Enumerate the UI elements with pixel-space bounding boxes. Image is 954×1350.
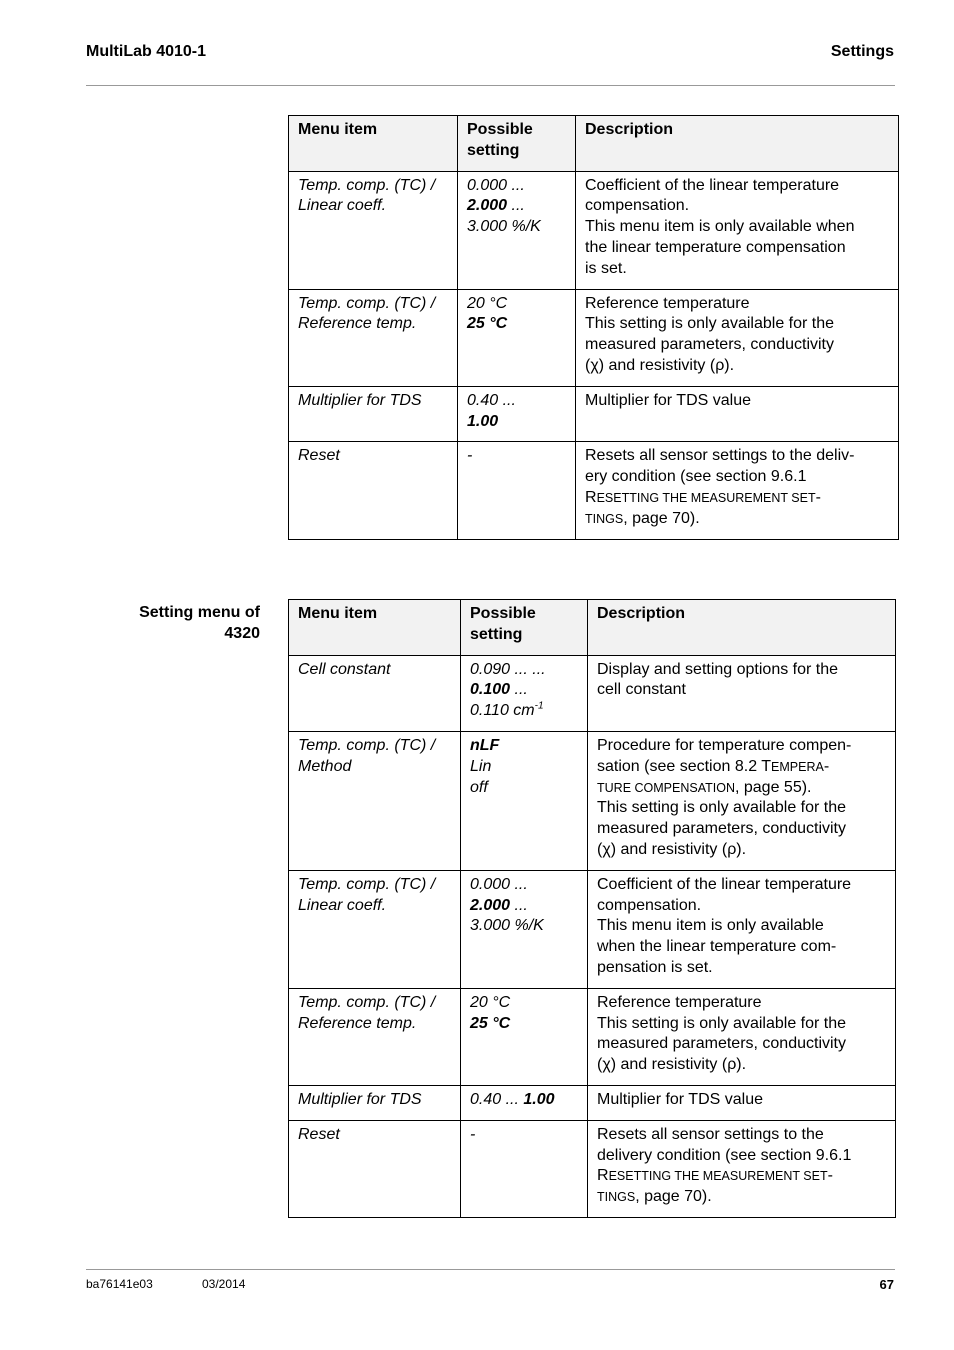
table-row: [289, 655, 896, 731]
description-line: [585, 509, 889, 530]
description-text: -: [823, 757, 830, 775]
column-header: [458, 116, 576, 172]
column-header-line: Menu item: [298, 121, 378, 138]
settings-table-4320: [288, 599, 896, 1218]
cross-reference: TURE COMPENSATION: [597, 780, 735, 795]
cross-reference: ESETTING THE MEASUREMENT SET: [608, 1169, 828, 1184]
setting-line: [470, 660, 578, 681]
document-title: MultiLab 4010-1: [86, 43, 207, 60]
default-setting: 1.00: [523, 1090, 555, 1108]
setting-text: 20 °C: [467, 294, 508, 312]
description-line: This menu item is only available: [597, 917, 824, 935]
setting-line: [470, 778, 578, 799]
possible-setting-cell: [461, 1120, 588, 1217]
description-line: Display and setting options for the: [597, 660, 839, 678]
cross-reference: ESETTING THE MEASUREMENT SET: [596, 490, 816, 505]
table-header-row: [289, 600, 896, 656]
setting-line: [470, 993, 578, 1014]
possible-setting-cell: [458, 386, 576, 442]
menu-item-cell: [289, 171, 458, 289]
description-text: -: [827, 1167, 833, 1185]
description-line: measured parameters, conductivity: [585, 336, 834, 354]
cross-reference: EMPERA: [771, 759, 824, 774]
description-text: , page 55).: [734, 778, 812, 796]
description-line: [597, 1187, 886, 1208]
setting-text: 0.40 ...: [467, 391, 516, 409]
description-line: This setting is only available for the: [585, 315, 835, 333]
default-setting: 1.00: [467, 412, 499, 430]
setting-text: off: [470, 778, 488, 796]
column-header-line: Menu item: [298, 605, 378, 622]
setting-text: 0.40 ...: [470, 1090, 524, 1108]
possible-setting-cell: [458, 171, 576, 289]
menu-item-cell: [289, 1085, 461, 1120]
cross-reference: TINGS: [585, 511, 624, 526]
setting-line: [470, 680, 578, 701]
description-text: , page 70).: [635, 1188, 712, 1206]
menu-item-line: Linear coeff.: [298, 896, 387, 914]
document-date: 03/2014: [202, 1277, 246, 1291]
setting-text: 0.110 cm: [470, 702, 535, 720]
description-text: R: [597, 1167, 609, 1185]
menu-item-line: Reset: [298, 447, 340, 465]
cross-reference: TINGS: [597, 1190, 636, 1205]
default-setting: 25 °C: [470, 1014, 511, 1032]
description-line: (χ) and resistivity (ρ).: [597, 1056, 747, 1074]
menu-item-cell: [289, 655, 461, 731]
description-line: measured parameters, conductivity: [597, 820, 846, 838]
setting-line: [467, 294, 566, 315]
description-line: pensation is set.: [597, 958, 713, 976]
setting-line: [470, 875, 578, 896]
description-text: sation (see section 8.2 T: [597, 757, 772, 775]
setting-line: [467, 391, 566, 412]
possible-setting-cell: [461, 870, 588, 988]
description-line: when the linear temperature com-: [597, 938, 837, 956]
setting-text: 0.090 ... ...: [470, 660, 546, 678]
possible-setting-cell: [461, 655, 588, 731]
setting-line: [467, 446, 566, 467]
setting-text: -: [467, 447, 473, 465]
description-line: the linear temperature compensation: [585, 238, 846, 256]
setting-line: [470, 757, 578, 778]
description-line: Procedure for temperature compen-: [597, 736, 852, 754]
description-line: compensation.: [585, 197, 690, 215]
table-row: [289, 289, 899, 386]
description-text: R: [585, 488, 597, 506]
description-cell: [588, 731, 896, 870]
menu-item-line: Multiplier for TDS: [298, 391, 422, 409]
description-line: [597, 757, 886, 778]
setting-text: Lin: [470, 757, 492, 775]
description-line: measured parameters, conductivity: [597, 1035, 846, 1053]
menu-item-line: Cell constant: [298, 660, 391, 678]
table-row: [289, 870, 896, 988]
menu-item-cell: [289, 442, 458, 539]
description-line: Coefficient of the linear temperature: [597, 875, 852, 893]
document-id: ba76141e03: [86, 1277, 153, 1291]
description-line: Resets all sensor settings to the: [597, 1125, 824, 1143]
table-header-row: [289, 116, 899, 172]
setting-line: [467, 412, 566, 433]
description-line: Reference temperature: [597, 993, 762, 1011]
column-header-line: Description: [597, 605, 686, 622]
menu-item-line: Temp. comp. (TC) /: [298, 736, 436, 754]
menu-item-cell: [289, 289, 458, 386]
description-text: -: [815, 488, 821, 506]
setting-text: 0.000 ...: [470, 875, 528, 893]
setting-line: [467, 314, 566, 335]
column-header-line: Possible: [467, 121, 533, 138]
description-line: compensation.: [597, 896, 702, 914]
description-line: This setting is only available for the: [597, 1014, 847, 1032]
description-line: Resets all sensor settings to the deliv-: [585, 447, 855, 465]
default-setting: 0.100: [470, 681, 511, 699]
settings-table-top: [288, 115, 899, 540]
description-cell: [588, 988, 896, 1085]
menu-item-line: Temp. comp. (TC) /: [298, 294, 436, 312]
description-cell: [588, 1120, 896, 1217]
possible-setting-cell: [458, 289, 576, 386]
menu-item-cell: [289, 386, 458, 442]
description-cell: [588, 1085, 896, 1120]
setting-text: ...: [510, 681, 528, 699]
description-line: delivery condition (see section 9.6.1: [597, 1146, 852, 1164]
possible-setting-cell: [461, 1085, 588, 1120]
column-header: [576, 116, 899, 172]
menu-item-cell: [289, 988, 461, 1085]
page-number: 67: [879, 1277, 894, 1292]
possible-setting-cell: [458, 442, 576, 539]
setting-text: 3.000 %/K: [467, 218, 541, 236]
side-heading-line: Setting menu of: [139, 604, 260, 621]
column-header-line: Possible: [470, 605, 536, 622]
setting-line: [470, 736, 578, 757]
description-cell: [576, 442, 899, 539]
setting-line: [470, 1014, 578, 1035]
menu-item-line: Reference temp.: [298, 315, 417, 333]
setting-text: 3.000 %/K: [470, 917, 544, 935]
table-row: [289, 386, 899, 442]
description-cell: [576, 386, 899, 442]
menu-item-line: Temp. comp. (TC) /: [298, 176, 436, 194]
setting-line: [470, 916, 578, 937]
header-divider: [86, 85, 895, 86]
column-header: [461, 600, 588, 656]
description-cell: [576, 289, 899, 386]
column-header-line: setting: [470, 625, 523, 643]
side-heading: [100, 602, 260, 644]
table-row: [289, 1120, 896, 1217]
table-row: [289, 731, 896, 870]
table-row: [289, 988, 896, 1085]
description-text: , page 70).: [623, 509, 700, 527]
description-cell: [576, 171, 899, 289]
menu-item-cell: [289, 731, 461, 870]
default-setting: 2.000: [470, 896, 511, 914]
description-line: [597, 778, 886, 799]
setting-line: [467, 176, 566, 197]
default-setting: 25 °C: [467, 315, 508, 333]
table-row: [289, 442, 899, 539]
menu-item-line: Reset: [298, 1125, 340, 1143]
menu-item-line: Temp. comp. (TC) /: [298, 993, 436, 1011]
column-header: [588, 600, 896, 656]
column-header-line: setting: [467, 141, 520, 159]
setting-line: [470, 701, 578, 722]
menu-item-line: Linear coeff.: [298, 197, 387, 215]
setting-text: 0.000 ...: [467, 176, 525, 194]
footer-divider: [86, 1269, 895, 1270]
table-row: [289, 171, 899, 289]
menu-item-cell: [289, 1120, 461, 1217]
description-line: ery condition (see section 9.6.1: [585, 468, 807, 486]
description-line: This menu item is only available when: [585, 218, 855, 236]
description-line: cell constant: [597, 681, 686, 699]
description-line: This setting is only available for the: [597, 799, 847, 817]
setting-text: ...: [507, 197, 525, 215]
possible-setting-cell: [461, 988, 588, 1085]
setting-text: -: [470, 1125, 476, 1143]
column-header: [289, 600, 461, 656]
menu-item-cell: [289, 870, 461, 988]
setting-line: [470, 1125, 578, 1146]
setting-line: [470, 896, 578, 917]
default-setting: 2.000: [467, 197, 508, 215]
description-line: [585, 488, 889, 509]
menu-item-line: Method: [298, 757, 352, 775]
section-title: Settings: [830, 43, 894, 60]
description-line: (χ) and resistivity (ρ).: [585, 356, 735, 374]
description-cell: [588, 655, 896, 731]
setting-text: 20 °C: [470, 993, 511, 1011]
possible-setting-cell: [461, 731, 588, 870]
description-cell: [588, 870, 896, 988]
description-line: Coefficient of the linear temperature: [585, 176, 840, 194]
menu-item-line: Multiplier for TDS: [298, 1090, 422, 1108]
default-setting: nLF: [470, 736, 500, 754]
menu-item-line: Temp. comp. (TC) /: [298, 875, 436, 893]
setting-line: [467, 217, 566, 238]
description-line: is set.: [585, 259, 627, 277]
description-line: (χ) and resistivity (ρ).: [597, 840, 747, 858]
column-header: [289, 116, 458, 172]
table-row: [289, 1085, 896, 1120]
description-line: Multiplier for TDS value: [597, 1090, 763, 1108]
description-line: Reference temperature: [585, 294, 750, 312]
menu-item-line: Reference temp.: [298, 1014, 417, 1032]
setting-text: ...: [510, 896, 528, 914]
setting-line: [470, 1090, 578, 1111]
description-line: [597, 1166, 886, 1187]
column-header-line: Description: [585, 121, 674, 138]
unit-exponent: -1: [534, 700, 544, 712]
setting-line: [467, 196, 566, 217]
side-heading-line: 4320: [224, 625, 260, 642]
description-line: Multiplier for TDS value: [585, 391, 751, 409]
